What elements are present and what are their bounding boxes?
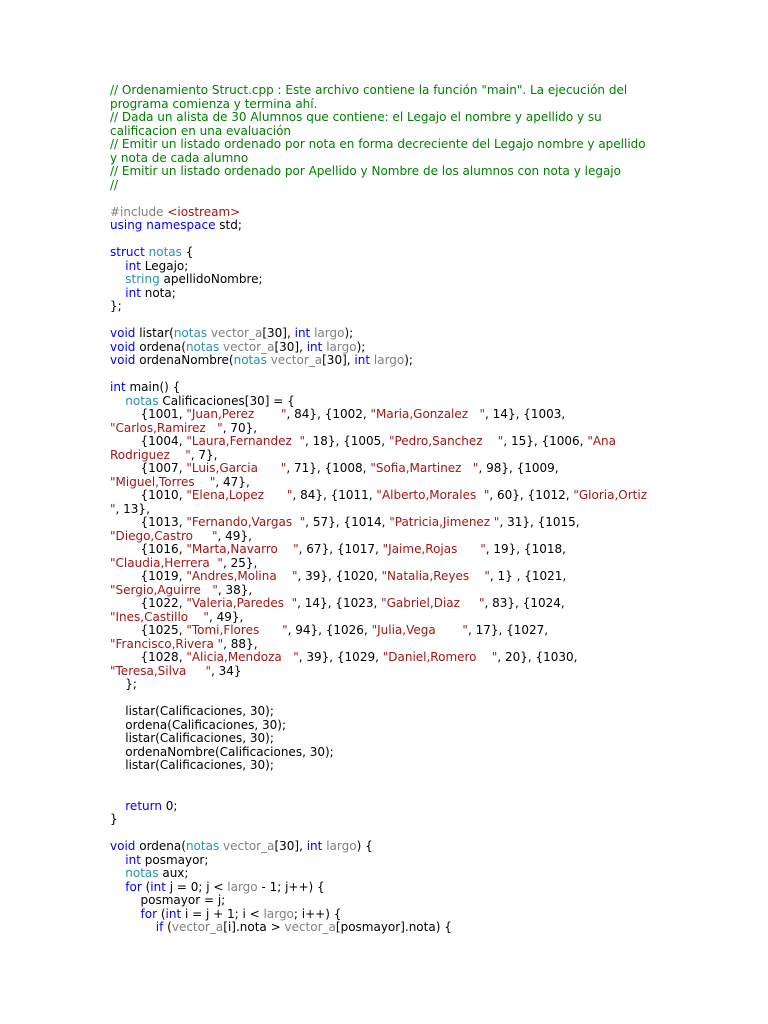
code-line [110,665,750,679]
code-token: int [306,839,323,853]
code-token: posmayor = j; [110,893,226,907]
code-token: Rodriguez " [110,447,191,462]
code-token: ordena( [135,839,186,853]
code-token: ordena(Calificaciones, 30); [110,717,287,732]
code-token: , 17}, {1027, [467,623,549,637]
code-token: listar(Calificaciones, 30); [110,758,274,772]
code-token: j = 0; j < [165,879,228,894]
code-line [110,813,750,827]
code-token: "Elena,Lopez " [186,488,293,502]
code-token [110,259,125,273]
code-token: main() { [125,380,181,394]
code-token: void [110,339,136,354]
code-line [110,597,750,611]
code-line [110,773,750,787]
code-token: ordenaNombre(Calificaciones, 30); [110,744,334,759]
code-token: ) { [356,839,373,853]
code-token: string [125,272,160,286]
code-token: largo [373,353,405,367]
code-token: nota; [140,285,176,300]
code-token: programa comienza y termina ahí. [110,96,318,111]
code-token: [30], [262,326,295,340]
code-token: , 25}, [222,555,258,570]
code-token: - 1; j++) { [257,879,325,894]
code-token: notas [173,326,208,340]
code-line [110,746,750,760]
code-line [110,179,750,193]
code-token: <iostream> [167,204,241,219]
code-token [110,286,125,300]
code-token: , 39}, {1029, [298,650,383,664]
code-token: Calificaciones[30] = { [158,393,295,408]
code-token: vector_a [270,353,323,367]
code-token: [posmayor].nota) { [335,920,452,934]
code-token: [30], [274,839,307,853]
code-line [110,489,750,503]
code-token: "Ana [587,434,616,448]
code-token: "Jaime,Rojas " [382,542,486,556]
code-token: }; [110,299,122,313]
code-token: "Juan,Perez " [186,407,287,421]
code-token: vector_a [284,920,336,934]
code-line [110,381,750,395]
code-line [110,503,750,517]
code-token: "Daniel,Romero " [382,650,498,664]
code-token: , 84}, {1011, [292,488,377,502]
code-token: "Claudia,Herrera " [110,555,223,570]
code-token: "Julia,Vega " [371,623,468,637]
code-token: , 1} , {1021, [489,569,567,583]
code-line [110,98,750,112]
code-token: , 49}, [208,609,244,624]
code-token: int [125,258,141,273]
code-token: notas [185,339,220,354]
code-token: namespace [146,218,216,232]
code-line [110,125,750,139]
code-token: "Alberto,Morales " [376,488,490,502]
code-line [110,354,750,368]
code-token: vector_a [223,839,275,853]
code-token [110,394,125,408]
code-token: "Fernando,Vargas " [186,515,306,529]
code-token: , 20}, {1030, [497,650,578,664]
code-token: return [125,798,162,813]
code-token: notas [125,393,159,408]
code-line [110,314,750,328]
code-line [110,138,750,152]
code-token: {1022, [110,596,187,610]
code-line [110,300,750,314]
code-line [110,921,750,935]
code-token: "Ines,Castillo " [110,609,209,624]
code-line [110,219,750,233]
code-token: , 47}, [215,474,250,489]
code-token: int [125,852,141,867]
code-token: void [110,353,136,367]
code-line [110,692,750,706]
code-token: [30], [322,353,355,367]
code-line [110,206,750,220]
code-token [110,920,156,934]
code-line [110,516,750,530]
code-line [110,908,750,922]
code-token: ; i++) { [293,906,342,921]
code-line [110,800,750,814]
code-token: {1019, [110,569,187,583]
code-token: ); [344,326,354,340]
code-token: for [125,879,142,894]
code-token: largo [326,339,357,354]
code-token: { [181,245,194,259]
code-token: vector_a [171,920,224,934]
code-token: , 38}, [217,582,253,597]
code-token [110,880,125,894]
code-line [110,165,750,179]
code-token: , 7}, [190,447,218,462]
code-line [110,435,750,449]
code-line [110,111,750,125]
code-line [110,894,750,908]
code-token: "Teresa,Silva " [110,663,211,678]
code-token: largo [227,879,258,894]
code-token: "Francisco,Rivera " [110,636,224,651]
code-token: , 14}, {1003, [485,407,566,421]
code-token: , 83}, {1024, [484,596,565,610]
code-token [110,866,125,880]
code-token: , 14}, {1023, [297,596,382,610]
code-line [110,476,750,490]
code-token: // [110,177,119,192]
code-line [110,854,750,868]
code-token [110,272,125,286]
code-token: apellidoNombre; [159,272,263,286]
code-line [110,233,750,247]
code-token: , 19}, {1018, [485,542,566,556]
code-token: "Sofia,Martinez " [370,461,479,475]
code-token: "Diego,Castro " [110,528,218,543]
code-token: , 60}, {1012, [489,488,574,502]
code-token: }; [110,677,137,691]
code-token: int [150,879,166,894]
code-token: #include [110,204,168,219]
code-line [110,422,750,436]
code-token: void [110,326,136,340]
code-token: [30], [274,339,307,354]
code-token: "Gloria,Ortiz [573,488,648,502]
code-token: vector_a [223,339,275,354]
code-token: "Carlos,Ramirez " [110,420,223,435]
code-token: std; [215,218,242,232]
code-token: int [306,339,323,354]
code-token: {1004, [110,434,187,448]
code-line [110,638,750,652]
code-token: , 39}, {1020, [297,569,382,583]
code-line [110,543,750,557]
code-token: , 15}, {1006, [503,434,588,448]
code-line [110,192,750,206]
code-token: "Pedro,Sanchez " [388,434,504,448]
code-token: largo [326,839,357,853]
code-line [110,449,750,463]
code-token: largo [263,906,294,921]
code-line [110,624,750,638]
code-token: {1028, [110,650,187,664]
code-token: // Emitir un listado ordenado por nota en forma decreciente del Legajo nombre y apellido [110,137,646,151]
code-line [110,881,750,895]
code-token: Legajo; [140,258,189,273]
code-line [110,786,750,800]
code-token: int [354,353,371,367]
code-token: // Emitir un listado ordenado por Apellido y Nombre de los alumnos con nota y legajo [110,164,621,178]
code-token: "Gabriel,Diaz " [381,596,485,610]
code-line [110,557,750,571]
code-token: , 13}, [115,501,150,516]
code-token: notas [148,245,182,259]
code-token: int [165,906,182,921]
code-line [110,341,750,355]
code-token: ); [404,353,413,367]
code-token: listar(Calificaciones, 30); [110,704,274,718]
code-token: , 70}, [222,420,258,435]
code-line [110,273,750,287]
code-line [110,827,750,841]
code-token: int [110,380,126,394]
code-line [110,462,750,476]
code-token: "Natalia,Reyes " [381,569,490,583]
code-token: notas [233,353,267,367]
code-line [110,287,750,301]
code-token: 0; [161,798,178,813]
code-line [110,732,750,746]
code-token: // Ordenamiento Struct.cpp : Este archivo contiene la función "main". La ejecución del [110,83,628,97]
code-line [110,84,750,98]
code-token: ( [157,906,166,921]
code-token: , 31}, {1015, [499,515,580,529]
code-line [110,246,750,260]
code-token: largo [314,326,345,340]
code-token: , 98}, {1009, [478,461,559,475]
code-token: struct [110,245,145,259]
code-token: if [155,920,164,934]
code-line [110,368,750,382]
code-token: {1016, [110,542,187,556]
code-line [110,705,750,719]
code-token [110,853,125,867]
code-document [110,84,750,935]
code-token: "Laura,Fernandez " [186,434,305,448]
code-token: listar( [135,326,174,340]
code-token: , 34} [211,663,242,678]
code-token: using [110,218,143,232]
code-token: " [110,501,116,516]
code-token [110,907,141,921]
code-token: int [125,285,141,300]
code-token: , 94}, {1026, [287,623,372,637]
code-line [110,584,750,598]
code-token: for [140,906,158,921]
code-token: // Dada un alista de 30 Alumnos que contiene: el Legajo el nombre y apellido y su [110,110,602,124]
code-line [110,570,750,584]
code-line [110,327,750,341]
code-token: int [294,326,311,340]
code-line [110,611,750,625]
code-token: , 71}, {1008, [286,461,371,475]
code-token: [i].nota > [223,920,285,934]
code-token: } [110,812,118,826]
code-token: "Andres,Molina " [186,569,298,583]
code-token: i = j + 1; i < [181,906,264,921]
code-token: , 88}, [223,636,258,651]
code-token: , 49}, [217,528,252,543]
code-token: vector_a [210,326,263,340]
code-line [110,678,750,692]
code-token: {1001, [110,407,187,421]
code-token: "Sergio,Aguirre " [110,582,218,597]
code-line [110,395,750,409]
code-token: y nota de cada alumno [110,150,249,165]
code-line [110,719,750,733]
code-token: posmayor; [140,852,209,867]
code-token: "Valeria,Paredes " [186,596,298,610]
code-token: calificacion en una evaluación [110,123,292,138]
code-token: , 84}, {1002, [286,407,371,421]
code-token: , 18}, {1005, [304,434,389,448]
code-token: ( [141,879,151,894]
code-line [110,260,750,274]
code-token: , 57}, {1014, [305,515,390,529]
code-token: ordenaNombre( [135,353,234,367]
code-line [110,840,750,854]
code-line [110,867,750,881]
code-token: ( [163,920,172,934]
code-token: "Miguel,Torres " [110,474,216,489]
code-token: aux; [158,866,189,880]
code-token: "Marta,Navarro " [186,542,299,556]
code-line [110,152,750,166]
code-token: void [110,839,136,853]
code-token: {1010, [110,488,187,502]
code-token: , 67}, {1017, [298,542,383,556]
code-token: "Tomi,Flores " [186,623,288,637]
code-token: ); [356,339,366,354]
code-token: notas [125,866,159,880]
code-line [110,759,750,773]
code-line [110,530,750,544]
code-token: listar(Calificaciones, 30); [110,731,274,745]
code-token: {1013, [110,515,187,529]
code-line [110,651,750,665]
code-token: "Luis,Garcia " [186,461,287,475]
code-token: {1025, [110,623,187,637]
code-token: "Patricia,Jimenez " [389,515,500,529]
code-token: notas [185,839,220,853]
code-token [110,799,125,813]
code-token: "Alicia,Mendoza " [186,650,299,664]
code-line [110,408,750,422]
code-token: {1007, [110,461,187,475]
code-token: "Maria,Gonzalez " [370,407,486,421]
code-token: ordena( [135,339,186,354]
